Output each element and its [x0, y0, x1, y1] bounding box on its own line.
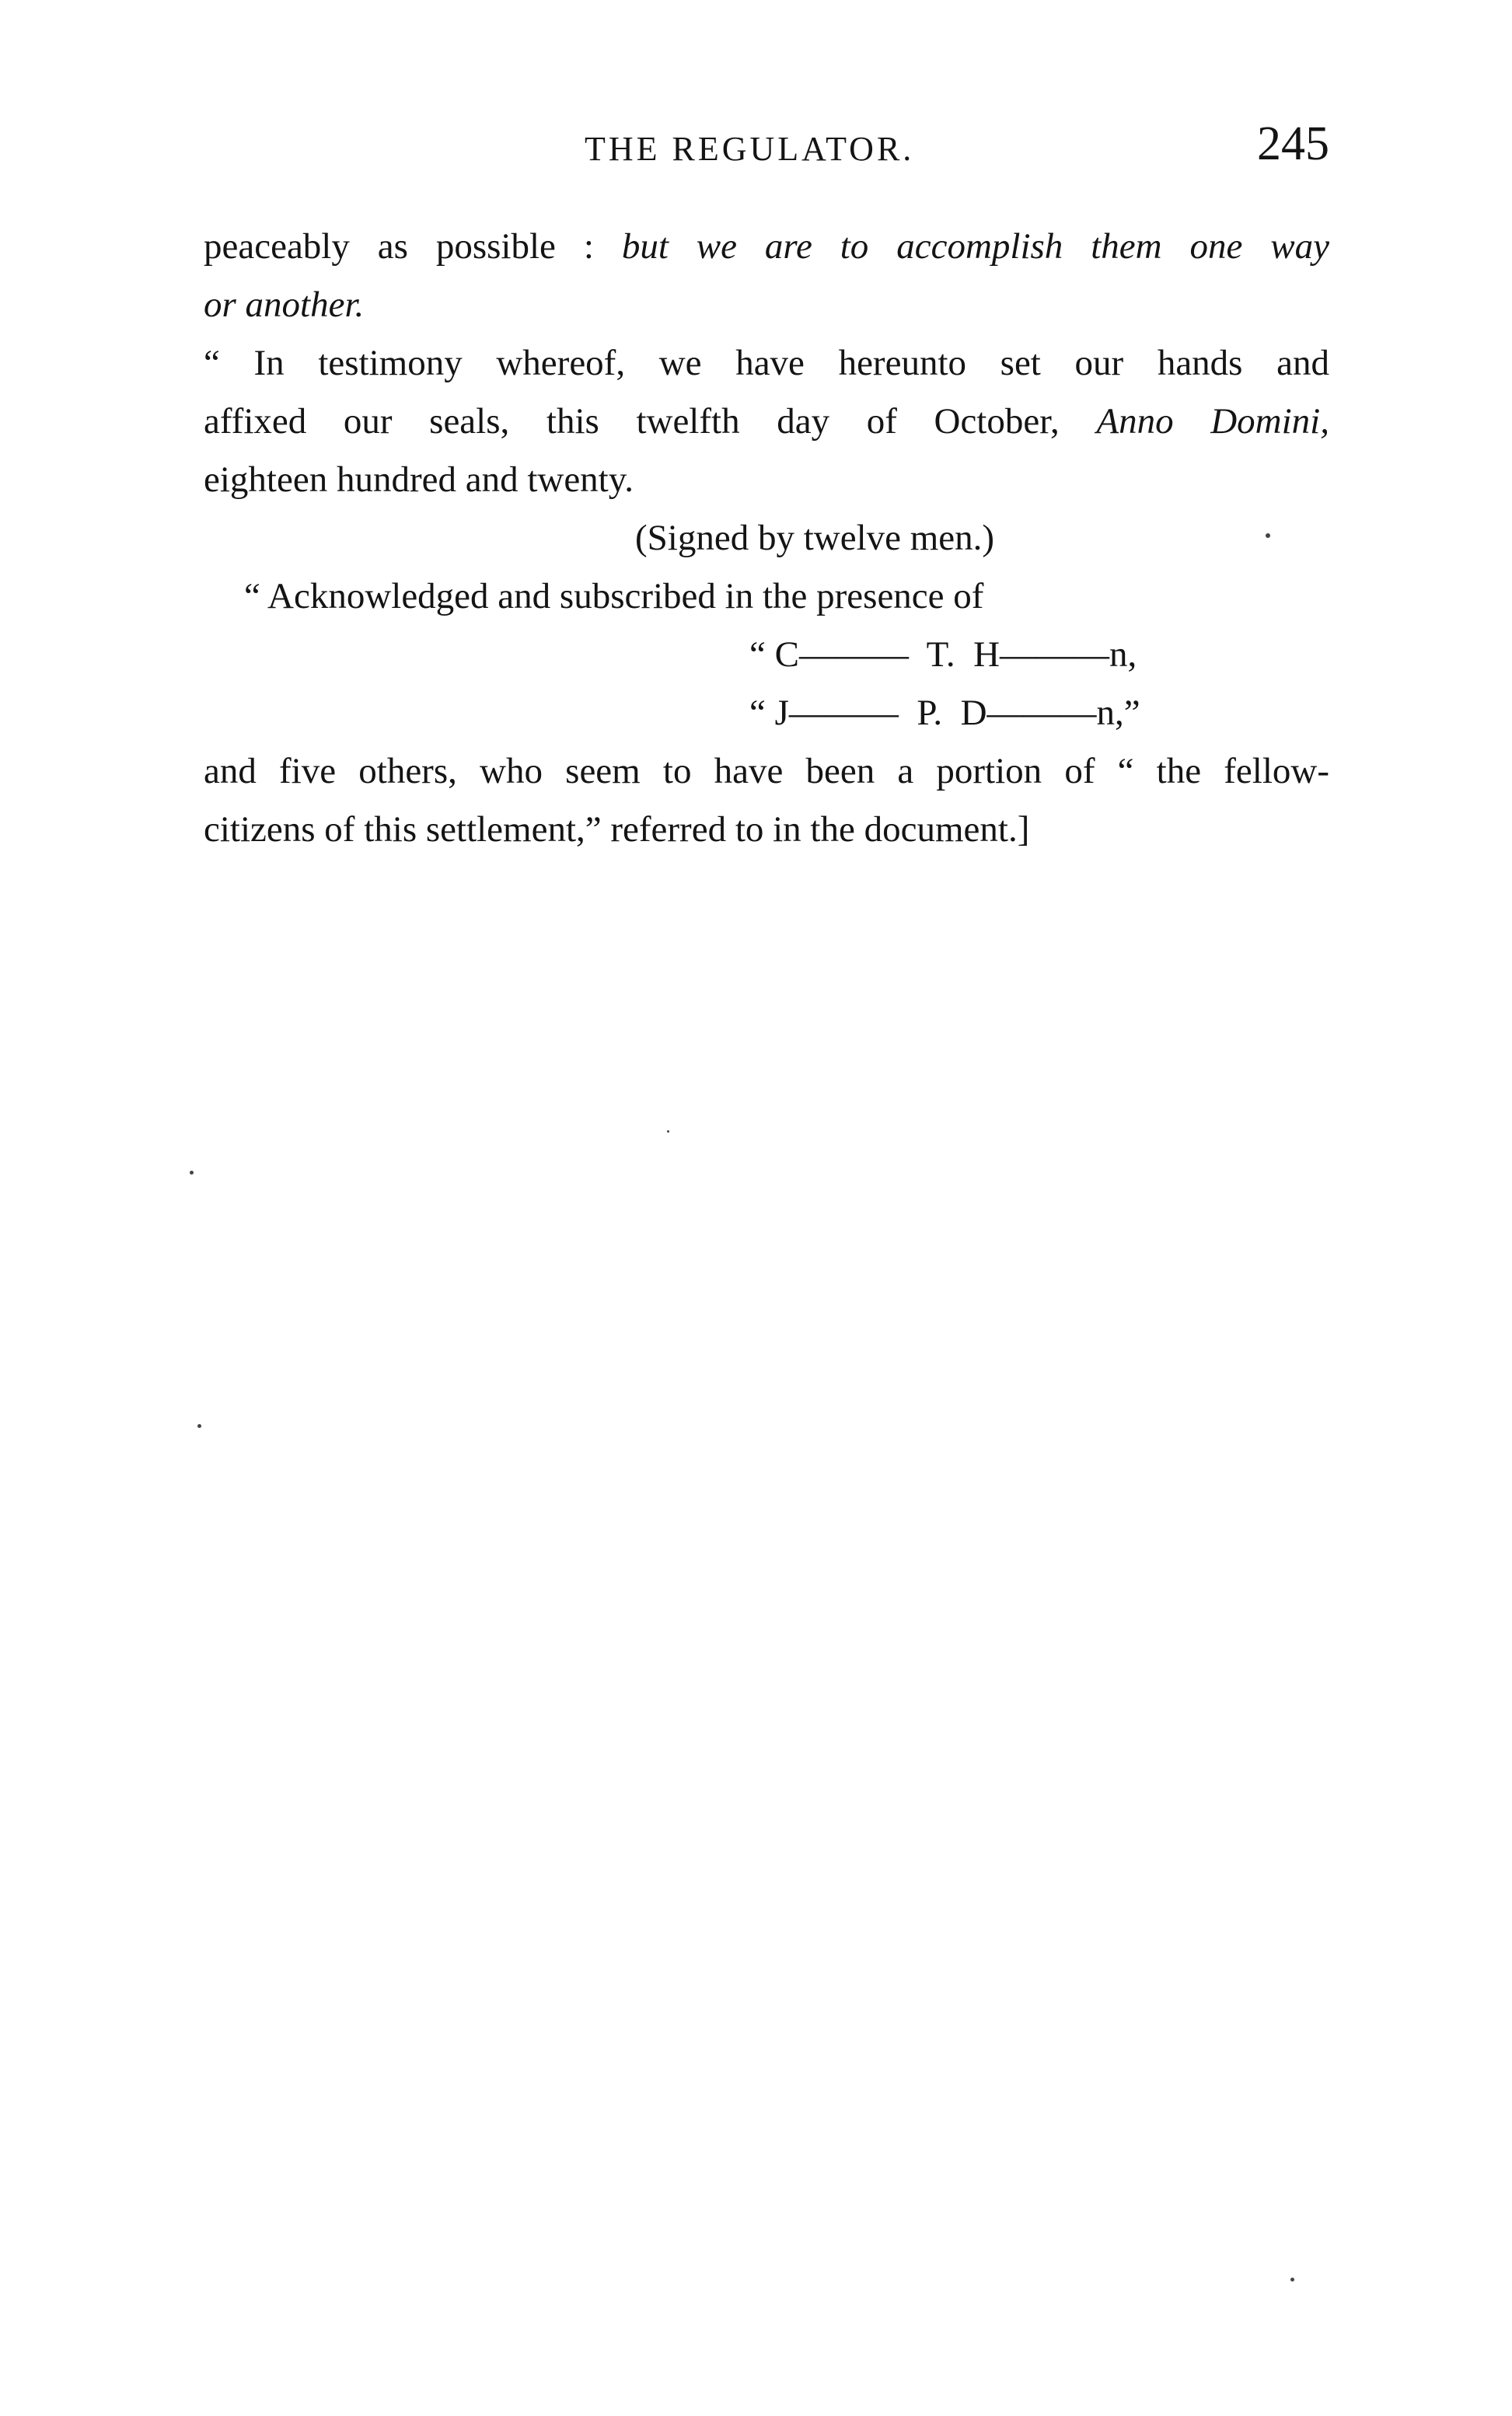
print-speck: [197, 1424, 201, 1428]
print-speck: [1266, 533, 1270, 538]
print-speck: [190, 1171, 194, 1175]
witness-line-2: “ J——— P. D———n,”: [749, 693, 1140, 733]
text-line-1: [204, 218, 1329, 276]
running-title: THE REGULATOR.: [585, 130, 915, 168]
text-line-4-italic: Anno Domini,: [1096, 401, 1329, 442]
text-line-3: “ In testimony whereof, we have hereunto set our hands and: [204, 343, 1329, 383]
text-line-10: and five others, who seem to have been a portion of “ the fellow-: [204, 751, 1329, 791]
body-text: [204, 218, 1329, 859]
text-line-11: citizens of this settlement,” referred to in the document.]: [204, 809, 1030, 850]
signed-line: (Signed by twelve men.): [635, 518, 995, 558]
text-line-5: eighteen hundred and twenty.: [204, 459, 634, 500]
text-line-4-roman: affixed our seals, this twelfth day of October,: [204, 401, 1097, 442]
text-line-2: [204, 276, 1329, 334]
page-number: 245: [1257, 117, 1329, 170]
page-header: [204, 117, 1329, 179]
print-speck: [667, 1130, 669, 1133]
text-line-1-italic: but we are to accomplish them one way: [621, 226, 1329, 267]
text-line-2-italic: or another.: [204, 285, 365, 325]
witness-line-1: “ C——— T. H———n,: [749, 634, 1137, 675]
print-speck: [1290, 2278, 1294, 2282]
text-line-1-roman: peaceably as possible :: [204, 226, 622, 267]
text-line-4: [204, 393, 1329, 451]
acknowledged-line: “ Acknowledged and subscribed in the presence of: [244, 576, 984, 616]
